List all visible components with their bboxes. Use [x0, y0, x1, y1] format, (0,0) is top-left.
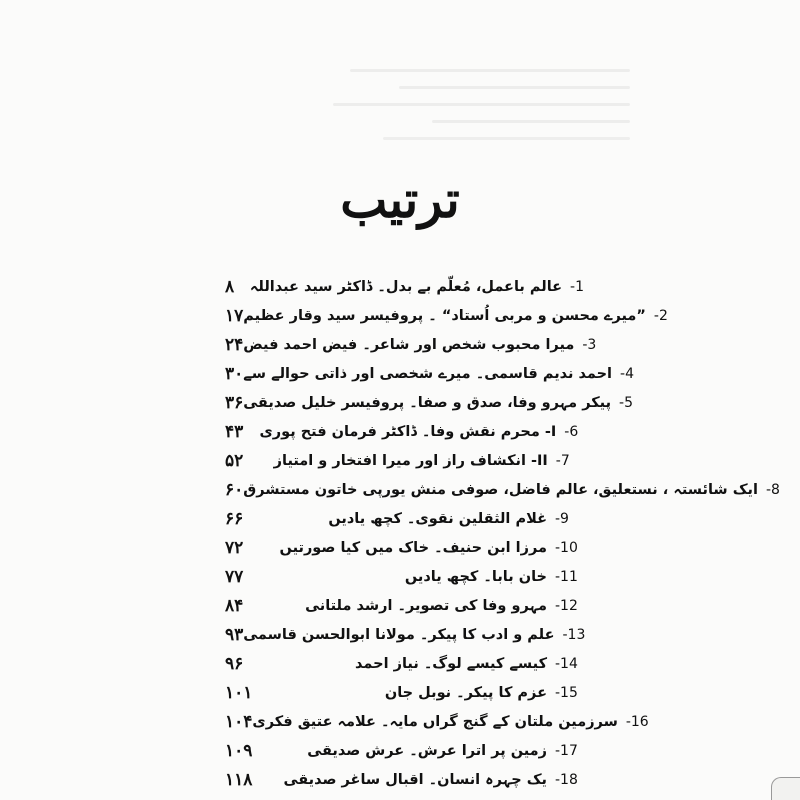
toc-entry-title: علم و ادب کا پیکر۔ مولانا ابوالحسن قاسمی	[243, 626, 555, 643]
toc-entry-number: -5	[619, 394, 633, 411]
toc-page-number: ۶۶	[225, 508, 244, 529]
toc-entry-title: ایک شائستہ ، نستعلیق، عالم فاضل، صوفی منش یورپی خاتون مستشرق	[243, 481, 758, 498]
toc-entry-number: -15	[555, 684, 578, 701]
toc-entry-title: احمد ندیم قاسمی۔ میرے شخصی اور ذاتی حوالے سے	[243, 365, 613, 382]
toc-page-number: ۲۴	[225, 334, 244, 355]
toc-entry-title: سرزمین ملتان کے گنج گراں مایہ۔ علامہ عتیق فکری	[252, 713, 618, 730]
toc-entry-title: یک چہرہ انسان۔ اقبال ساغر صدیقی	[283, 771, 547, 788]
toc-entry-number: -8	[765, 481, 780, 498]
toc-entry	[225, 330, 597, 359]
toc-entry-title: ”میرے محسن و مربی اُستاد“ ۔ پروفیسر سید وقار عظیم	[243, 307, 646, 324]
toc-entry-title: پیکر مہرو وفا، صدق و صفا۔ پروفیسر خلیل صدیقی	[243, 394, 612, 411]
toc-entry-title: عزم کا پیکر۔ نوبل جان	[384, 684, 547, 701]
toc-entry	[225, 417, 585, 446]
toc-entry	[225, 475, 780, 504]
toc-entry	[225, 301, 668, 330]
toc-entry-number: -16	[625, 713, 649, 730]
toc-entry-title: کیسے کیسے لوگ۔ نیاز احمد	[355, 655, 547, 672]
toc-entry	[225, 649, 585, 678]
toc-entry-title: مرزا ابن حنیف۔ خاک میں کیا صورتیں	[279, 539, 547, 556]
toc-entry-title: عالم باعمل، مُعلّم بے بدل۔ ڈاکٹر سید عبداللہ	[249, 278, 563, 295]
toc-entry-number: -13	[562, 626, 586, 643]
toc-entry	[225, 562, 585, 591]
toc-entry-title: خان بابا۔ کچھ یادیں	[404, 568, 547, 585]
toc-page-number: ۱۰۹	[225, 740, 253, 761]
page-title: ترتیب	[340, 170, 460, 229]
toc-entry	[225, 533, 585, 562]
toc-entry-title: I- محرم نقش وفا۔ ڈاکٹر فرمان فتح پوری	[259, 423, 557, 440]
toc-entry-title: مہرو وفا کی تصویر۔ ارشد ملتانی	[305, 597, 547, 614]
toc-entry-number: -18	[555, 771, 578, 788]
toc-page-number: ۷۲	[225, 537, 244, 558]
toc-entry-number: -10	[555, 539, 578, 556]
page-corner	[771, 777, 800, 800]
toc-page-number: ۳۶	[225, 392, 244, 413]
toc-page-number: ۱۰۴	[225, 711, 253, 732]
toc-page-number: ۱۷	[225, 305, 244, 326]
toc-page-number: ۶۰	[225, 479, 244, 500]
toc-entry-number: -12	[555, 597, 578, 614]
toc-page-number: ۷۷	[225, 566, 244, 587]
toc-entry-number: -3	[582, 336, 597, 353]
toc-entry-title: میرا محبوب شخص اور شاعر۔ فیض احمد فیض	[243, 336, 575, 353]
toc-entry-number: -2	[653, 307, 668, 324]
table-of-contents	[225, 272, 780, 790]
toc-entry	[225, 388, 633, 417]
toc-page-number: ۸	[225, 276, 235, 297]
toc-entry	[225, 736, 585, 765]
bleed-through-text	[300, 55, 630, 175]
toc-entry-number: -11	[555, 568, 578, 585]
toc-entry-number: -4	[620, 365, 635, 382]
toc-page-number: ۹۶	[225, 653, 244, 674]
toc-page-number: ۵۲	[225, 450, 244, 471]
toc-page-number: ۱۱۸	[225, 769, 253, 790]
toc-entry	[225, 272, 585, 301]
toc-page-number: ۱۰۱	[225, 682, 253, 703]
toc-entry-title: زمین پر اترا عرش۔ عرش صدیقی	[307, 742, 547, 759]
toc-entry	[225, 765, 585, 794]
toc-entry	[225, 446, 585, 475]
toc-entry	[225, 707, 649, 736]
toc-entry-title: غلام الثقلین نقوی۔ کچھ یادیں	[328, 510, 547, 527]
toc-entry-title: II- انکشاف راز اور میرا افتخار و امتیاز	[273, 452, 548, 469]
toc-entry	[225, 678, 585, 707]
toc-entry	[225, 591, 585, 620]
toc-page-number: ۸۴	[225, 595, 244, 616]
toc-entry-number: -14	[555, 655, 578, 672]
toc-page-number: ۹۳	[225, 624, 244, 645]
toc-entry-number: -17	[555, 742, 578, 759]
toc-entry-number: -9	[555, 510, 569, 527]
toc-page-number: ۳۰	[225, 363, 244, 384]
toc-entry	[225, 359, 635, 388]
toc-entry-number: -1	[570, 278, 585, 295]
toc-entry-number: -6	[564, 423, 579, 440]
toc-entry	[225, 620, 585, 649]
toc-entry	[225, 504, 585, 533]
toc-page-number: ۴۳	[225, 421, 244, 442]
toc-entry-number: -7	[555, 452, 570, 469]
